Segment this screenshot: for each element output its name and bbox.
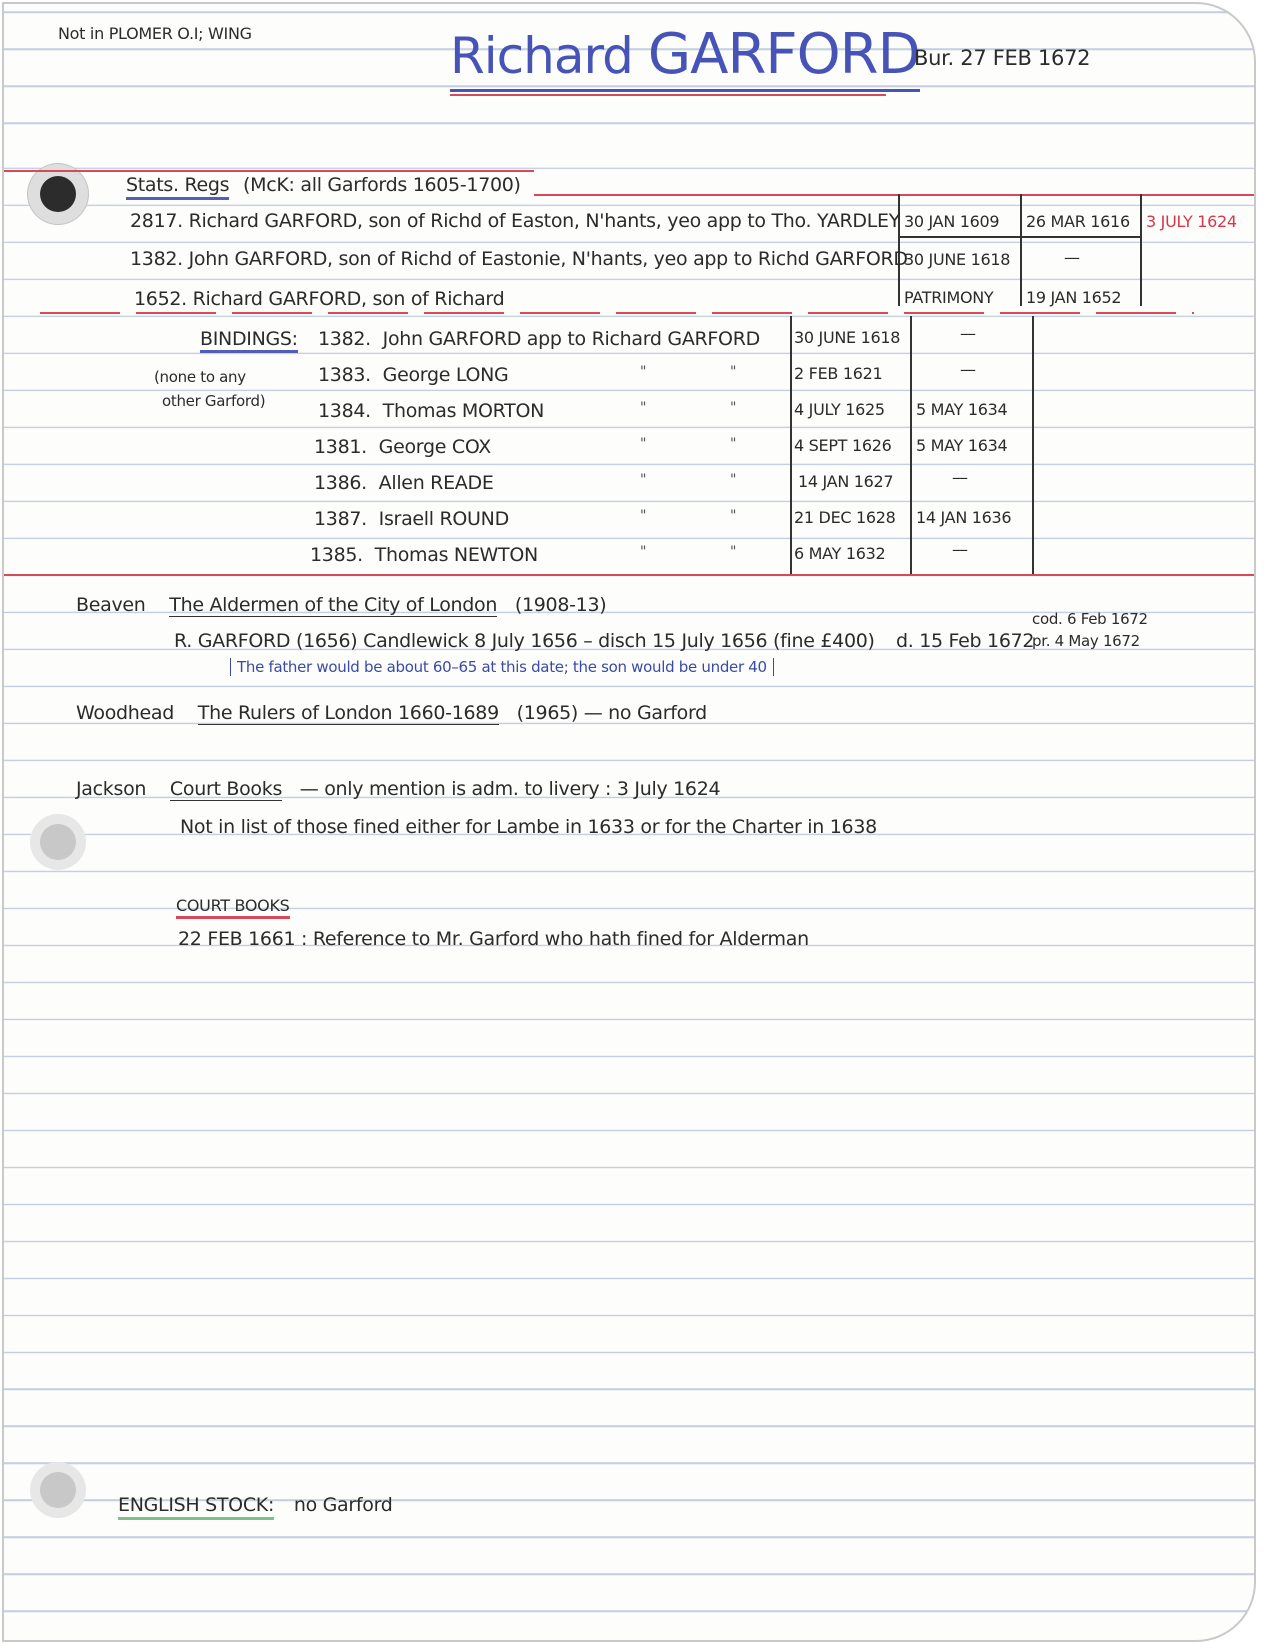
bindings-row-2-ditto-2: " xyxy=(730,364,737,380)
notebook-page xyxy=(2,2,1256,1642)
bindings-row-5-ditto-2: " xyxy=(730,472,737,488)
bindings-row-1-date2: — xyxy=(960,324,976,343)
bindings-row-3-ditto-1: " xyxy=(640,400,647,416)
bindings-row-3 xyxy=(318,400,544,422)
beaven-entry: R. GARFORD (1656) Candlewick 8 July 1656 – disch 15 July 1656 (fine £400) xyxy=(174,630,875,652)
bindings-col-divider-3 xyxy=(1032,316,1034,574)
bindings-row-5 xyxy=(314,472,494,494)
beaven-note: The father would be about 60–65 at this date; the son would be under 40 xyxy=(230,658,774,676)
bindings-row-5-name: Allen READE xyxy=(378,472,494,494)
bindings-side-note-2: other Garford) xyxy=(162,392,266,410)
bindings-row-7-name: Thomas NEWTON xyxy=(374,544,538,566)
bindings-row-6-num: 1387. xyxy=(314,508,367,530)
bindings-row-2-date1: 2 FEB 1621 xyxy=(794,364,883,383)
bindings-row-2-num: 1383. xyxy=(318,364,371,386)
bindings-bottom-rule xyxy=(4,574,1254,576)
bindings-row-4-ditto-2: " xyxy=(730,436,737,452)
stats-row-3 xyxy=(134,288,504,310)
jackson-line1: — only mention is adm. to livery : 3 July 1624 xyxy=(299,778,721,800)
bindings-row-5-date2: — xyxy=(952,468,968,487)
burial-date: Bur. 27 FEB 1672 xyxy=(914,46,1091,70)
bindings-row-3-num: 1384. xyxy=(318,400,371,422)
jackson-line2: Not in list of those fined either for Lambe in 1633 or for the Charter in 1638 xyxy=(180,816,877,838)
stats-row-2-date1: 30 JUNE 1618 xyxy=(904,250,1011,269)
jackson-line xyxy=(76,778,720,800)
bindings-row-4-name: George COX xyxy=(378,436,491,458)
beaven-death: d. 15 Feb 1672 xyxy=(896,630,1035,652)
bindings-heading: BINDINGS: xyxy=(200,328,298,353)
beaven-line xyxy=(76,594,606,616)
punch-hole-top xyxy=(40,176,76,212)
jackson-work: Court Books xyxy=(169,778,283,800)
beaven-work: The Aldermen of the City of London xyxy=(169,594,498,616)
bindings-row-6-date1: 21 DEC 1628 xyxy=(794,508,896,527)
stats-row-1 xyxy=(130,210,900,232)
page-title xyxy=(450,22,920,92)
bindings-row-4-ditto-1: " xyxy=(640,436,647,452)
jackson-author: Jackson xyxy=(76,778,147,800)
bindings-row-7-ditto-2: " xyxy=(730,544,737,560)
bindings-row-3-ditto-2: " xyxy=(730,400,737,416)
stats-bottom-rule xyxy=(40,312,1194,314)
bindings-col-divider-2 xyxy=(910,316,912,574)
stats-top-rule xyxy=(4,170,534,172)
bindings-row-1 xyxy=(318,328,760,350)
stats-row-3-date2: 19 JAN 1652 xyxy=(1026,288,1122,307)
bindings-row-3-date1: 4 JULY 1625 xyxy=(794,400,885,419)
bindings-row-2-name: George LONG xyxy=(382,364,509,386)
bindings-row-7-date1: 6 MAY 1632 xyxy=(794,544,886,563)
bindings-row-4-num: 1381. xyxy=(314,436,367,458)
stats-row-1-date3: 3 JULY 1624 xyxy=(1146,212,1237,231)
stats-row-1-date2: 26 MAR 1616 xyxy=(1026,212,1130,231)
beaven-author: Beaven xyxy=(76,594,146,616)
bindings-row-6-ditto-1: " xyxy=(640,508,647,524)
bindings-row-4-date2: 5 MAY 1634 xyxy=(916,436,1008,455)
punch-hole-middle xyxy=(40,824,76,860)
bindings-row-6 xyxy=(314,508,509,530)
beaven-years: (1908-13) xyxy=(514,594,607,616)
beaven-pr: pr. 4 May 1672 xyxy=(1032,632,1140,650)
english-stock-tail: no Garford xyxy=(293,1494,393,1516)
stats-heading-label: Stats. Regs xyxy=(126,174,229,200)
bindings-row-7-num: 1385. xyxy=(310,544,363,566)
stats-col-divider-2 xyxy=(1020,194,1022,306)
bindings-row-5-date1: 14 JAN 1627 xyxy=(798,472,894,491)
english-stock-heading: ENGLISH STOCK: xyxy=(118,1494,274,1520)
bindings-col-divider-1 xyxy=(790,316,792,574)
stats-row-1-text: 2817. Richard GARFORD, son of Richd of Easton, N'hants, yeo app to Tho. YARDLEY xyxy=(130,210,901,232)
bindings-row-5-ditto-1: " xyxy=(640,472,647,488)
stats-row-1-date1: 30 JAN 1609 xyxy=(904,212,1000,231)
bindings-row-2-date2: — xyxy=(960,360,976,379)
punch-hole-bottom xyxy=(40,1472,76,1508)
court-books-entry: 22 FEB 1661 : Reference to Mr. Garford who hath fined for Alderman xyxy=(178,928,809,950)
bindings-row-7-date2: — xyxy=(952,540,968,559)
bindings-side-note-1: (none to any xyxy=(154,368,246,386)
stats-row-2-date2: — xyxy=(1064,248,1080,267)
stats-row-3-date1: PATRIMONY xyxy=(904,288,994,307)
stats-col-divider-3 xyxy=(1140,194,1142,306)
stats-heading-note: (McK: all Garfords 1605-1700) xyxy=(243,174,521,196)
bindings-row-4-date1: 4 SEPT 1626 xyxy=(794,436,892,455)
title-red-underline xyxy=(450,94,886,96)
title-first-name: Richard xyxy=(450,27,633,85)
bindings-row-2-ditto-1: " xyxy=(640,364,647,380)
english-stock-line xyxy=(118,1494,393,1516)
bindings-row-3-name: Thomas MORTON xyxy=(382,400,545,422)
bindings-row-1-num: 1382. xyxy=(318,328,371,350)
stats-row-2 xyxy=(130,248,908,270)
bindings-row-1-date1: 30 JUNE 1618 xyxy=(794,328,901,347)
stats-top-rule-right xyxy=(534,194,1254,196)
bindings-row-6-date2: 14 JAN 1636 xyxy=(916,508,1012,527)
bindings-row-2 xyxy=(318,364,508,386)
header-note: Not in PLOMER O.I; WING xyxy=(58,24,252,43)
bindings-row-4 xyxy=(314,436,491,458)
woodhead-line xyxy=(76,702,707,724)
woodhead-tail: (1965) — no Garford xyxy=(516,702,707,724)
stats-row-3-text: 1652. Richard GARFORD, son of Richard xyxy=(134,288,505,310)
woodhead-author: Woodhead xyxy=(76,702,175,724)
stats-row-2-text: 1382. John GARFORD, son of Richd of Eastonie, N'hants, yeo app to Richd GARFORD xyxy=(130,248,908,270)
stats-heading xyxy=(126,174,521,196)
bindings-row-6-ditto-2: " xyxy=(730,508,737,524)
woodhead-work: The Rulers of London 1660-1689 xyxy=(197,702,499,724)
court-books-heading: COURT BOOKS xyxy=(176,896,290,919)
bindings-row-7-ditto-1: " xyxy=(640,544,647,560)
beaven-cod: cod. 6 Feb 1672 xyxy=(1032,610,1148,628)
bindings-row-3-date2: 5 MAY 1634 xyxy=(916,400,1008,419)
bindings-row-6-name: Israell ROUND xyxy=(378,508,509,530)
bindings-row-1-name: John GARFORD app to Richard GARFORD xyxy=(382,328,760,350)
bindings-row-5-num: 1386. xyxy=(314,472,367,494)
title-surname: GARFORD xyxy=(647,22,920,87)
stats-row-rule xyxy=(898,236,1140,238)
bindings-row-7 xyxy=(310,544,538,566)
